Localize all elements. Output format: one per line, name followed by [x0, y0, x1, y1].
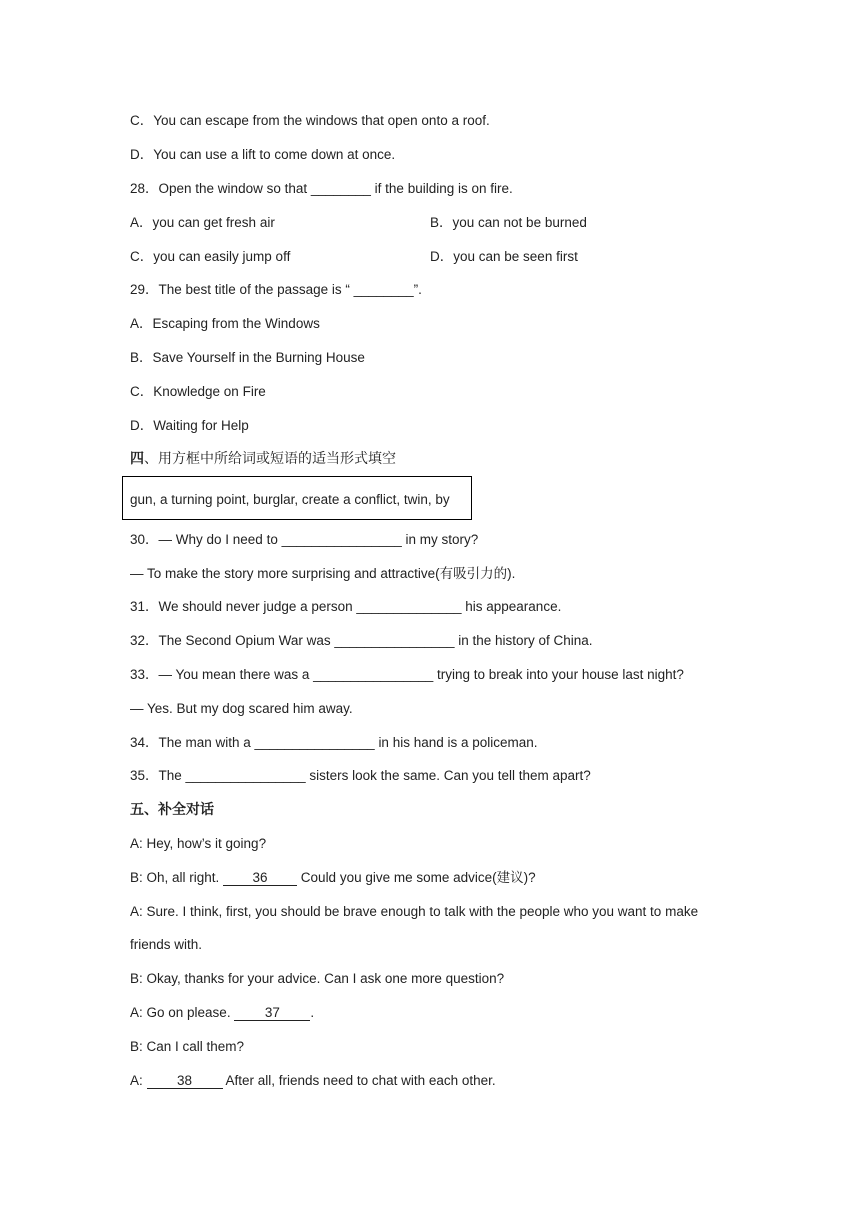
dialogue-line-1: A: Hey, how’s it going?: [130, 836, 267, 851]
question-34: 34．The man with a ________________ in his hand is a policeman.: [130, 735, 538, 750]
question-29-stem: 29．The best title of the passage is “ ________”.: [130, 282, 422, 297]
question-29-option-d: D．Waiting for Help: [130, 418, 249, 433]
dialogue-line-2: B: Oh, all right. 36 Could you give me some advice(建议)?: [130, 870, 536, 885]
question-31: 31．We should never judge a person ______________ his appearance.: [130, 599, 562, 614]
dialogue-line-5: B: Okay, thanks for your advice. Can I ask one more question?: [130, 971, 505, 986]
question-28-option-a: A．you can get fresh air: [130, 215, 275, 230]
question-28-option-c: C．you can easily jump off: [130, 249, 291, 264]
question-33-prompt: 33．— You mean there was a ________________ trying to break into your house last night?: [130, 667, 684, 682]
section-5-heading: 五、补全对话: [130, 802, 214, 818]
dialogue-line-7: B: Can I call them?: [130, 1039, 245, 1054]
blank-36: 36: [223, 871, 297, 886]
question-30-answer: — To make the story more surprising and attractive(有吸引力的).: [130, 566, 516, 581]
question-29-option-b: B．Save Yourself in the Burning House: [130, 350, 365, 365]
question-28-option-d: D．you can be seen first: [430, 249, 578, 264]
question-28-stem: 28．Open the window so that ________ if the building is on fire.: [130, 181, 513, 196]
question-32: 32．The Second Opium War was ________________ in the history of China.: [130, 633, 593, 648]
question-30-prompt: 30．— Why do I need to ________________ in my story?: [130, 532, 479, 547]
question-27-option-d: D．You can use a lift to come down at once.: [130, 147, 396, 162]
question-28-option-b: B．you can not be burned: [430, 215, 587, 230]
dialogue-line-4: friends with.: [130, 937, 203, 952]
word-box-text: gun, a turning point, burglar, create a conflict, twin, by: [130, 492, 450, 507]
blank-38: 38: [147, 1074, 223, 1089]
section-4-title: 、用方框中所给词或短语的适当形式填空: [144, 451, 396, 467]
question-35: 35．The ________________ sisters look the same. Can you tell them apart?: [130, 768, 591, 783]
question-29-option-a: A．Escaping from the Windows: [130, 316, 320, 331]
section-4-heading: [130, 450, 396, 468]
dialogue-line-8: A: 38 After all, friends need to chat with each other.: [130, 1073, 496, 1088]
dialogue-line-6: A: Go on please. 37 .: [130, 1005, 315, 1020]
question-27-option-c: C．You can escape from the windows that open onto a roof.: [130, 113, 490, 128]
section-4-number: 四: [130, 451, 144, 467]
question-33-answer: — Yes. But my dog scared him away.: [130, 701, 353, 716]
dialogue-line-3: A: Sure. I think, first, you should be brave enough to talk with the people who you want to make: [130, 904, 699, 919]
blank-37: 37: [234, 1006, 310, 1021]
question-29-option-c: C．Knowledge on Fire: [130, 384, 266, 399]
word-box: [122, 476, 472, 520]
